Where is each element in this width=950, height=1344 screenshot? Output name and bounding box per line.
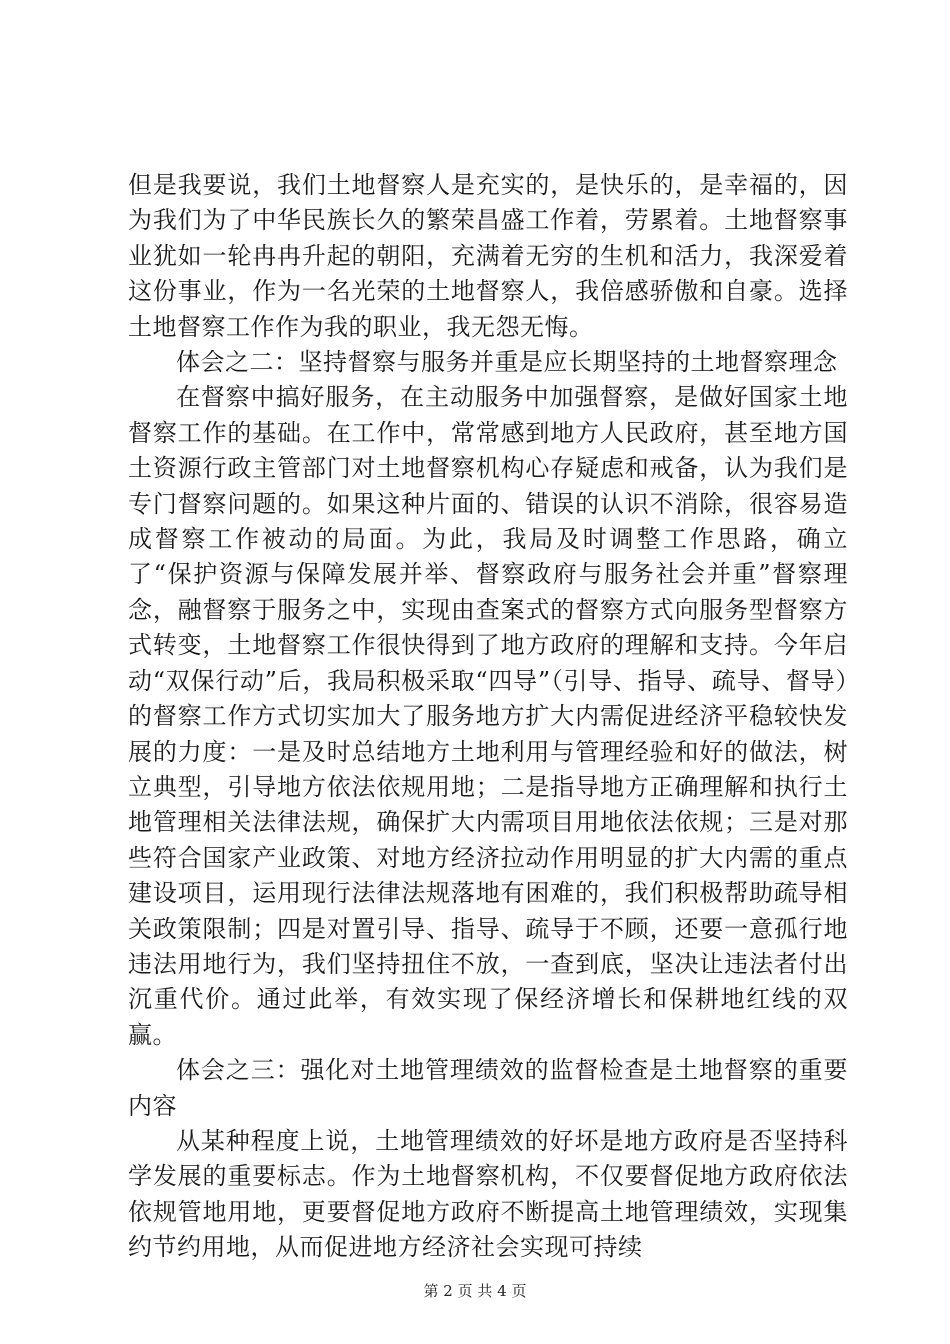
page-number-footer: 第 2 页 共 4 页 bbox=[423, 1282, 527, 1300]
document-body bbox=[128, 168, 848, 1266]
section-heading-3: 体会之三：强化对土地管理绩效的监督检查是土地督察的重要内容 bbox=[128, 1056, 848, 1120]
paragraph-3: 从某种程度上说，土地管理绩效的好坏是地方政府是否坚持科学发展的重要标志。作为土地督察机构，不仅要督促地方政府依法依规管地用地，更要督促地方政府不断提高土地管理绩效，实现集约节约用地，从而促进地方经济社会实现可持续 bbox=[128, 1126, 848, 1262]
paragraph-1: 但是我要说，我们土地督察人是充实的，是快乐的，是幸福的，因为我们为了中华民族长久的繁荣昌盛工作着，劳累着。土地督察事业犹如一轮冉冉升起的朝阳，充满着无穷的生机和活力，我深爱着这份事业，作为一名光荣的土地督察人，我倍感骄傲和自豪。选择土地督察工作作为我的职业，我无怨无悔。 bbox=[128, 171, 848, 341]
paragraph-2: 在督察中搞好服务，在主动服务中加强督察，是做好国家土地督察工作的基础。在工作中，常常感到地方人民政府，甚至地方国土资源行政主管部门对土地督察机构心存疑虑和戒备，认为我们是专门督察问题的。如果这种片面的、错误的认识不消除，很容易造成督察工作被动的局面。为此，我局及时调整工作思路，确立了“保护资源与保障发展并举、督察政府与服务社会并重”督察理念，融督察于服务之中，实现由查案式的督察方式向服务型督察方式转变，土地督察工作很快得到了地方政府的理解和支持。今年启动“双保行动”后，我局积极采取“四导”（引导、指导、疏导、督导）的督察工作方式切实加大了服务地方扩大内需促进经济平稳较快发展的力度：一是及时总结地方土地利用与管理经验和好的做法，树立典型，引导地方依法依规用地；二是指导地方正确理解和执行土地管理相关法律法规，确保扩大内需项目用地依法依规；三是对那些符合国家产业政策、对地方经济拉动作用明显的扩大内需的重点建设项目，运用现行法律法规落地有困难的，我们积极帮助疏导相关政策限制；四是对置引导、指导、疏导于不顾，还要一意孤行地违法用地行为，我们坚持扭住不放，一查到底，坚决让违法者付出沉重代价。通过此举，有效实现了保经济增长和保耕地红线的双赢。 bbox=[128, 383, 848, 1049]
section-heading-2: 体会之二：坚持督察与服务并重是应长期坚持的土地督察理念 bbox=[176, 348, 838, 377]
